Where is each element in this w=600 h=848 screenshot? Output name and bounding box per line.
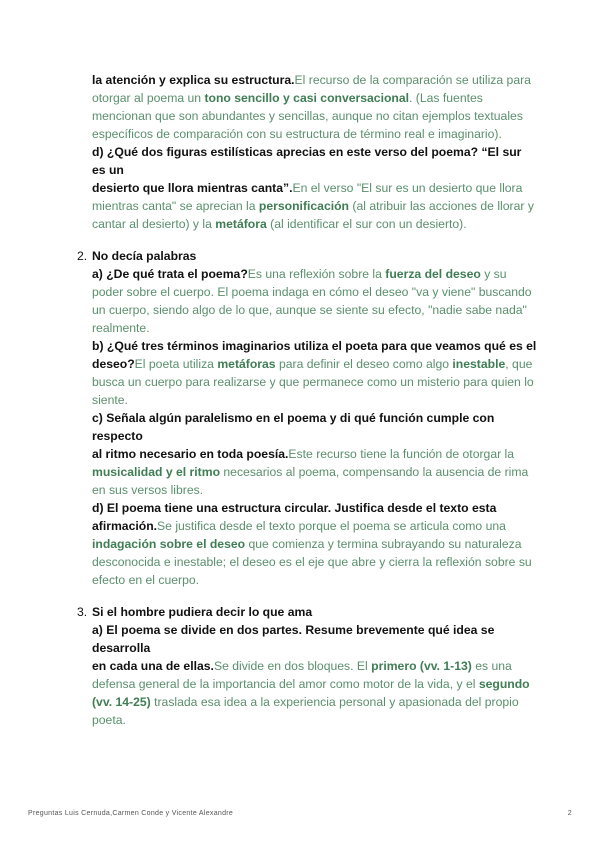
section-2-item-b [92, 337, 537, 409]
answer-text-run: Este recurso tiene la función de otorgar la [288, 447, 515, 461]
section-3 [77, 603, 537, 729]
section-2-question-c-line1: c) Señala algún paralelismo en el poema y di qué función cumple con respecto [92, 411, 495, 443]
section-2-question-d-line2: afirmación. [92, 519, 158, 533]
highlighted-term: metáfora [215, 217, 267, 231]
highlighted-term: primero (vv. 1-13) [371, 659, 472, 673]
section-3-question-a-line2: en cada una de ellas. [92, 659, 214, 673]
answer-text-run: En el verso "El sur es un desierto que llora mientras canta" se aprecian la [92, 181, 523, 213]
answer-text-run: , que busca un cuerpo para realizarse y que permanece como un misterio para quien lo siente. [92, 357, 534, 407]
answer-text-run: (al identificar el sur con un desierto). [266, 217, 467, 231]
answer-text-run: es una defensa general de la importancia del amor como motor de la vida, y el [92, 659, 512, 691]
question-d-line2: desierto que llora mientras canta”. [92, 181, 293, 195]
highlighted-term: tono sencillo y casi conversacional [204, 91, 410, 105]
section-2-question-a: a) ¿De qué trata el poema? [92, 267, 248, 281]
highlighted-term: inestable [452, 357, 506, 371]
answer-text-run: El poeta utiliza [134, 357, 218, 371]
highlighted-term: indagación sobre el deseo [92, 537, 246, 551]
answer-text-run: Se justifica desde el texto porque el poema se articula como una [157, 519, 506, 533]
footer-title: Preguntas Luis Cernuda,Carmen Conde y Vicente Alexandre [28, 810, 234, 817]
section-2-item-a [92, 265, 537, 337]
answer-text-run: traslada esa idea a la experiencia personal y apasionada del propio poeta. [92, 695, 519, 727]
section-2-answer-b [92, 357, 534, 407]
section-2-answer-d [92, 519, 532, 587]
section-3-question-a-line1: a) El poema se divide en dos partes. Resume brevemente qué idea se desarrolla [92, 623, 495, 655]
question-d [92, 143, 537, 233]
section-2-number: 2. [77, 249, 88, 263]
section-3-item-a [92, 621, 537, 729]
section-3-title: Si el hombre pudiera decir lo que ama [92, 605, 313, 619]
answer-text-run: . (Las fuentes mencionan que son abundantes y sencillas, aunque no citan ejemplos textuales específicos de comparación con su estructura de término real e imaginario). [92, 91, 523, 141]
highlighted-term: personificación [258, 199, 349, 213]
answer-text-run: para definir el deseo como algo [275, 357, 453, 371]
section-2-item-d [92, 499, 537, 589]
document-body [77, 71, 537, 729]
answer-text-run: El recurso de la comparación se utiliza para otorgar al poema un [92, 73, 531, 105]
answer-c [92, 71, 537, 143]
section-2 [77, 247, 537, 589]
section-2-question-d-line1: d) El poema tiene una estructura circular. Justifica desde el texto esta [92, 501, 497, 515]
answer-text-run: necesarios al poema, compensando la ausencia de rima en sus versos libres. [92, 465, 529, 497]
section-3-number: 3. [77, 605, 88, 619]
highlighted-term: metáforas [217, 357, 276, 371]
answer-text-run: Es una reflexión sobre la [247, 267, 386, 281]
section-2-question-b-line2: deseo? [92, 357, 135, 371]
highlighted-term: musicalidad y el ritmo [92, 465, 221, 479]
answer-text-run: (al atribuir las acciones de llorar y cantar al desierto) y la [92, 199, 534, 231]
section-2-question-c-line2: al ritmo necesario en toda poesía. [92, 447, 289, 461]
highlighted-term: segundo (vv. 14-25) [92, 677, 530, 709]
section-2-heading [77, 247, 537, 265]
section-2-item-c [92, 409, 537, 499]
question-d-line1: d) ¿Qué dos figuras estilísticas aprecias en este verso del poema? “El sur es un [92, 145, 522, 177]
question-c-end: la atención y explica su estructura. [92, 73, 295, 87]
answer-text-run: Se divide en dos bloques. El [213, 659, 372, 673]
highlighted-term: fuerza del deseo [385, 267, 481, 281]
section-3-heading [77, 603, 537, 621]
section-2-question-b-line1: b) ¿Qué tres términos imaginarios utiliza el poeta para que veamos qué es el [92, 339, 537, 353]
section-2-title: No decía palabras [92, 249, 197, 263]
answer-text-run: que comienza y termina subrayando su naturaleza desconocida e inestable; el deseo es el eje que abre y cierra la reflexión sobre su efecto en el cuerpo. [92, 537, 532, 587]
page-number: 2 [567, 810, 572, 817]
answer-text-run: y su poder sobre el cuerpo. El poema indaga en cómo el deseo "va y viene" buscando un cuerpo, siendo algo de lo que, aunque se siente su efecto, "nadie sabe nada" realmente. [92, 267, 532, 335]
section-1-continuation [77, 71, 537, 233]
page-footer [28, 810, 572, 817]
